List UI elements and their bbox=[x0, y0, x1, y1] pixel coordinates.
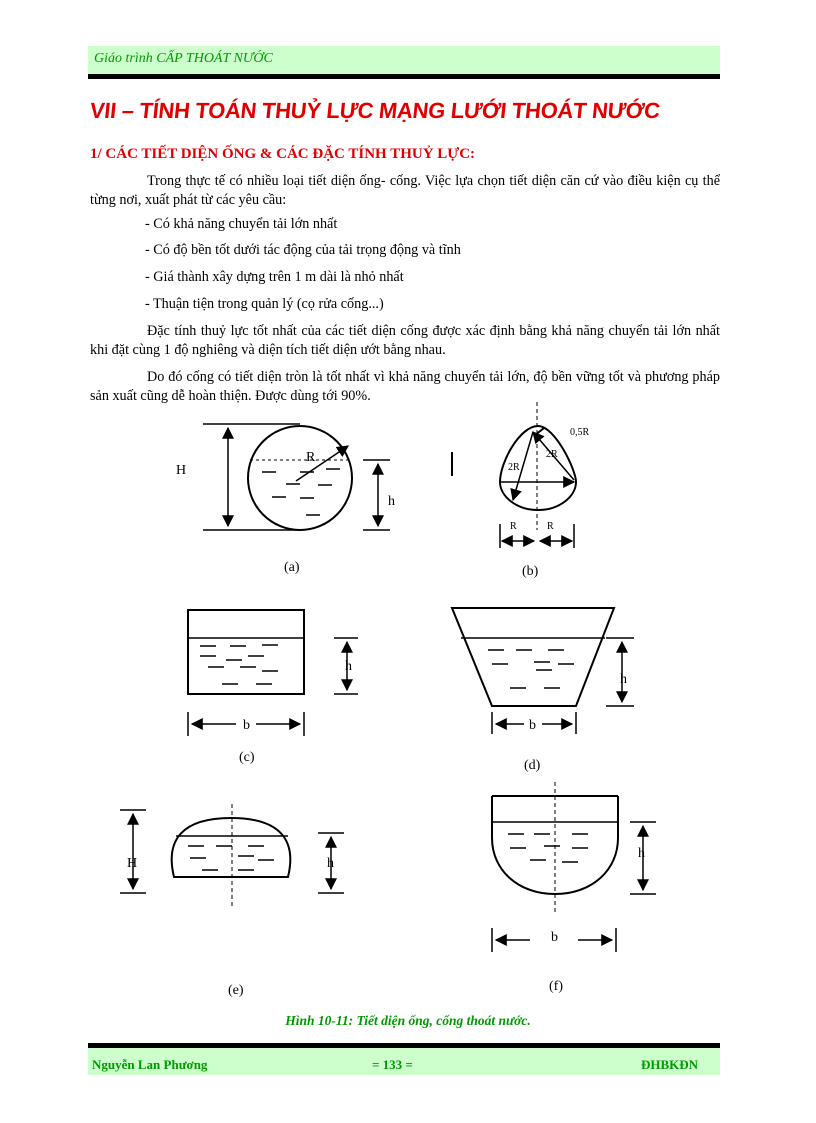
label-fig-a: (a) bbox=[284, 560, 300, 575]
label-2R-right: 2R bbox=[546, 449, 558, 460]
figure-caption: Hình 10-11: Tiết diện ống, cống thoát nước. bbox=[285, 1013, 531, 1028]
label-h-f: h bbox=[638, 846, 645, 861]
label-H-a: H bbox=[176, 463, 187, 478]
header-title: Giáo trình CẤP THOÁT NƯỚC bbox=[94, 51, 273, 66]
paragraph-intro: Trong thực tế có nhiều loại tiết diện ống- cống. Việc lựa chọn tiết diện căn cứ vào điều kiện cụ thể từng nơi, xuất phát từ các yêu cầu: bbox=[90, 173, 720, 208]
bullet-item: - Có khả năng chuyển tải lớn nhất bbox=[145, 216, 338, 232]
label-h-a: h bbox=[388, 494, 395, 509]
label-fig-f: (f) bbox=[549, 979, 563, 994]
footer-org: ĐHBKĐN bbox=[641, 1057, 699, 1072]
label-2R-left: 2R bbox=[508, 462, 520, 473]
label-R-b-right: R bbox=[547, 521, 554, 532]
section-title: 1/ CÁC TIẾT DIỆN ỐNG & CÁC ĐẶC TÍNH THUỶ LỰC: bbox=[90, 146, 476, 162]
chapter-title: VII – TÍNH TOÁN THUỶ LỰC MẠNG LƯỚI THOÁT NƯỚC bbox=[88, 98, 662, 123]
bullet-item: - Có độ bền tốt dưới tác động của tải trọng động và tĩnh bbox=[145, 242, 461, 258]
label-fig-e: (e) bbox=[228, 983, 244, 998]
label-h-d: h bbox=[620, 672, 627, 687]
figure-c-rectangle bbox=[188, 610, 358, 736]
label-R-a: R bbox=[306, 450, 316, 465]
figure-e-arched bbox=[120, 804, 344, 906]
label-05R: 0,5R bbox=[570, 427, 590, 438]
figure-a-circular bbox=[203, 424, 390, 530]
bullet-item: - Thuận tiện trong quản lý (cọ rửa cống...) bbox=[145, 296, 384, 312]
figure-b-egg bbox=[452, 402, 576, 548]
footer-page-number: = 133 = bbox=[372, 1057, 413, 1072]
label-b-f: b bbox=[551, 930, 558, 945]
label-fig-c: (c) bbox=[239, 750, 255, 765]
paragraph-circular: Do đó cống có tiết diện tròn là tốt nhất vì khả năng chuyển tải lớn, độ bền vững tốt và phương pháp sản xuất cũng dễ hoàn thiện. Được dùng tới 90%. bbox=[90, 369, 720, 404]
label-H-e: H bbox=[127, 856, 138, 871]
figure-d-trapezoid bbox=[452, 608, 634, 734]
paragraph-hydraulic: Đặc tính thuỷ lực tốt nhất của các tiết diện cống được xác định bằng khả năng chuyển tải lớn nhất khi đặt cùng 1 độ nghiêng và diện tích tiết diện ướt bằng nhau. bbox=[90, 323, 720, 358]
bullet-item: - Giá thành xây dựng trên 1 m dài là nhỏ nhất bbox=[145, 269, 404, 285]
label-R-b-left: R bbox=[510, 521, 517, 532]
label-fig-b: (b) bbox=[522, 564, 539, 579]
label-b-c: b bbox=[243, 718, 250, 733]
footer-author: Nguyễn Lan Phương bbox=[92, 1057, 208, 1072]
header-rule bbox=[88, 74, 720, 79]
label-h-e: h bbox=[327, 856, 334, 871]
label-h-c: h bbox=[345, 659, 352, 674]
label-fig-d: (d) bbox=[524, 758, 541, 773]
label-b-d: b bbox=[529, 718, 536, 733]
figure-f-ushape bbox=[492, 782, 656, 952]
